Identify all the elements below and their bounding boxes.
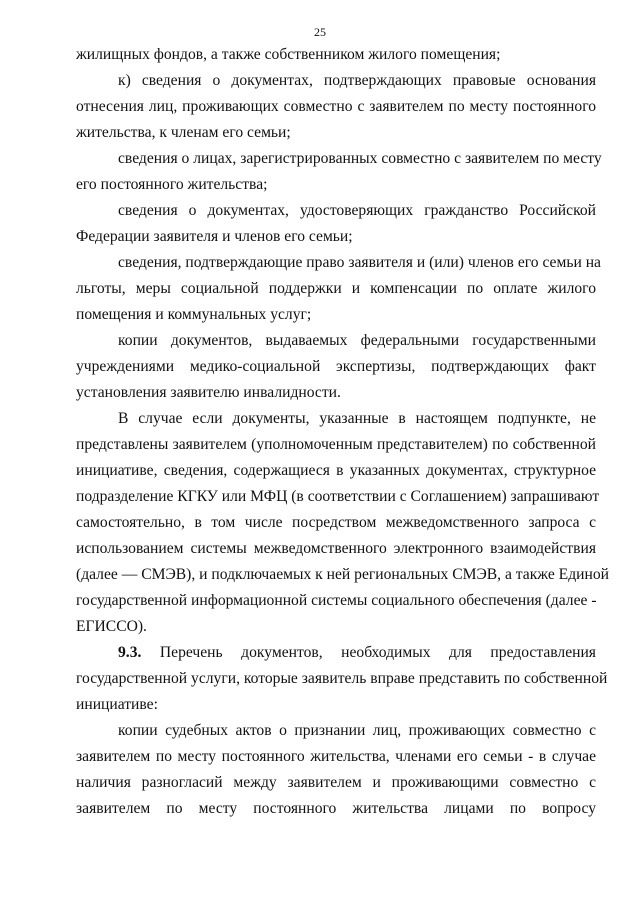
text-line <box>76 146 602 172</box>
text-line <box>76 172 596 198</box>
text-line <box>76 380 596 406</box>
line-text: сведения о лицах, зарегистрированных совместно с заявителем по месту <box>118 150 602 167</box>
document-body <box>76 42 609 822</box>
line-text: наличия разногласий между заявителем и проживающими совместно с <box>76 774 596 791</box>
page-number: 25 <box>314 25 326 39</box>
line-text: подразделение КГКУ или МФЦ (в соответствии с Соглашением) запрашивают <box>76 488 600 505</box>
text-line <box>76 640 596 666</box>
text-line <box>76 276 596 302</box>
text-line <box>76 406 596 432</box>
line-text: инициативе: <box>76 696 158 713</box>
text-line <box>76 224 596 250</box>
line-text: сведения, подтверждающие право заявителя и (или) членов его семьи на <box>118 254 601 271</box>
line-text: Федерации заявителя и членов его семьи; <box>76 228 353 245</box>
line-text: использованием системы межведомственного электронного взаимодействия <box>76 540 596 557</box>
line-text: (далее — СМЭВ), и подключаемых к ней региональных СМЭВ, а также Единой <box>76 566 609 583</box>
line-text: инициативе, сведения, содержащиеся в указанных документах, структурное <box>76 462 596 479</box>
text-line <box>76 94 596 120</box>
text-line <box>76 796 596 822</box>
line-text: ЕГИССО). <box>76 618 147 635</box>
line-text: копии судебных актов о признании лиц, проживающих совместно с <box>118 722 596 739</box>
text-line <box>76 328 596 354</box>
text-line <box>76 770 596 796</box>
line-text: В случае если документы, указанные в настоящем подпункте, не <box>118 410 596 427</box>
line-text: помещения и коммунальных услуг; <box>76 306 312 323</box>
line-text: отнесения лиц, проживающих совместно с заявителем по месту постоянного <box>76 98 596 115</box>
line-text: сведения о документах, удостоверяющих гражданство Российской <box>118 202 596 219</box>
text-line <box>76 354 596 380</box>
text-line <box>76 198 596 224</box>
line-text: заявителем по месту постоянного жительства лицами по вопросу <box>76 800 596 817</box>
line-text: льготы, меры социальной поддержки и компенсации по оплате жилого <box>76 280 596 297</box>
text-line <box>76 510 596 536</box>
text-line <box>76 458 596 484</box>
text-line <box>76 692 596 718</box>
line-text: государственной услуги, которые заявитель вправе представить по собственной <box>76 670 608 687</box>
text-line <box>76 432 596 458</box>
text-line <box>76 588 596 614</box>
text-line <box>76 718 596 744</box>
text-line <box>76 484 600 510</box>
text-line <box>76 744 596 770</box>
line-text: заявителем по месту постоянного жительства, членами его семьи - в случае <box>76 748 596 765</box>
line-text: к) сведения о документах, подтверждающих правовые основания <box>118 72 596 89</box>
text-line <box>76 562 609 588</box>
line-text: жительства, к членам его семьи; <box>76 124 291 141</box>
text-line <box>76 42 596 68</box>
text-line <box>76 536 596 562</box>
text-line <box>76 302 596 328</box>
section-number: 9.3. <box>118 644 142 661</box>
text-line <box>76 666 608 692</box>
text-line <box>76 250 601 276</box>
line-text: установления заявителю инвалидности. <box>76 384 341 401</box>
text-line <box>76 614 596 640</box>
text-line <box>76 120 596 146</box>
text-line <box>76 68 596 94</box>
line-text: Перечень документов, необходимых для предоставления <box>159 644 596 661</box>
line-text: представлены заявителем (уполномоченным представителем) по собственной <box>76 436 596 453</box>
line-text: его постоянного жительства; <box>76 176 268 193</box>
line-text: жилищных фондов, а также собственником жилого помещения; <box>76 46 501 63</box>
line-text: самостоятельно, в том числе посредством межведомственного запроса с <box>76 514 596 531</box>
line-text: копии документов, выдаваемых федеральными государственными <box>118 332 596 349</box>
line-text: учреждениями медико-социальной экспертизы, подтверждающих факт <box>76 358 596 375</box>
line-text: государственной информационной системы социального обеспечения (далее - <box>76 592 597 609</box>
